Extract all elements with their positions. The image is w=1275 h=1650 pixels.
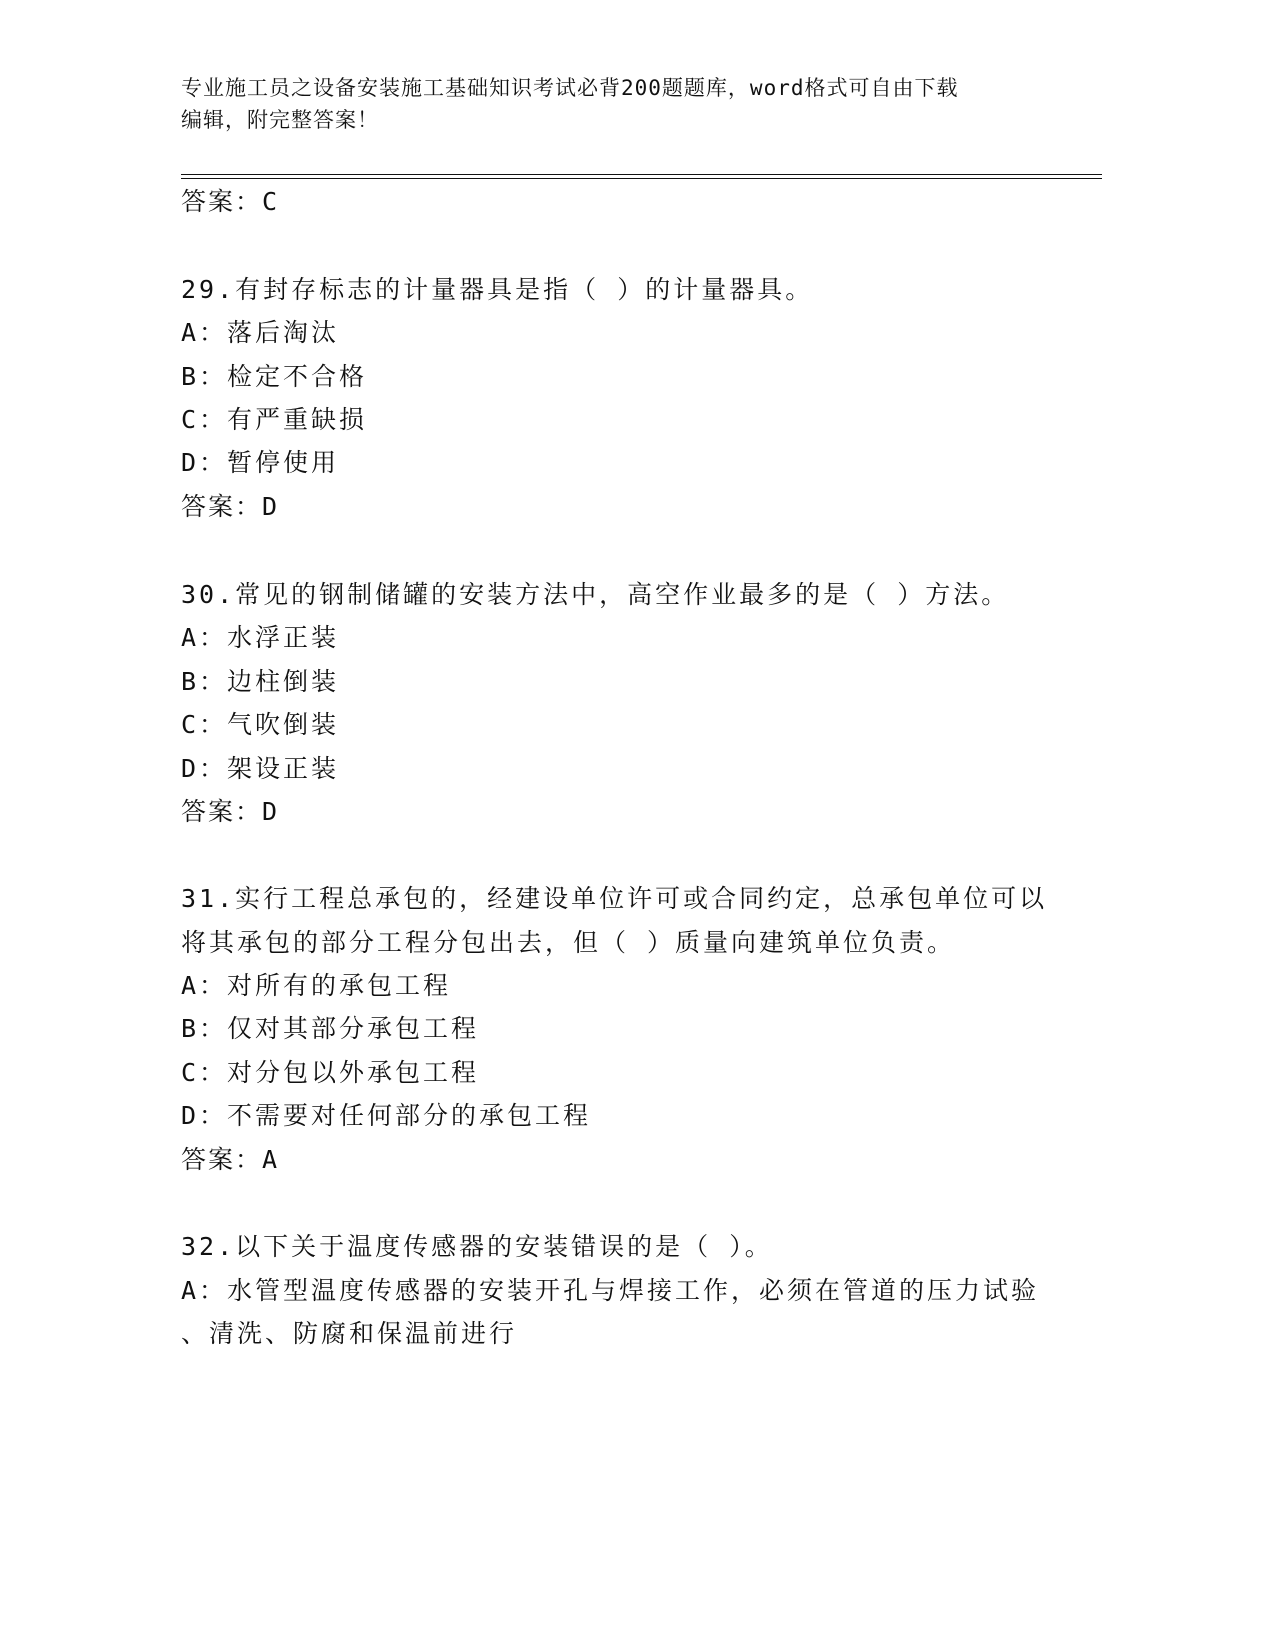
question-30-option-a: A：水浮正装: [181, 623, 340, 652]
answer-value: D: [262, 492, 280, 521]
question-29-stem: 29.有封存标志的计量器具是指（ ）的计量器具。: [181, 275, 814, 304]
question-32-stem: 32.以下关于温度传感器的安装错误的是（ ）。: [181, 1232, 773, 1261]
question-29-option-a: A：落后淘汰: [181, 318, 340, 347]
answer-line-30: [181, 796, 279, 828]
answer-line-31: [181, 1144, 279, 1176]
question-29-option-b: B：检定不合格: [181, 362, 368, 391]
question-32-option-a-line-1: A：水管型温度传感器的安装开孔与焊接工作，必须在管道的压力试验: [181, 1276, 1040, 1305]
question-31-option-a: A：对所有的承包工程: [181, 971, 452, 1000]
question-31-option-b: B：仅对其部分承包工程: [181, 1014, 480, 1043]
question-30-option-c: C：气吹倒装: [181, 710, 340, 739]
question-31-option-c: C：对分包以外承包工程: [181, 1058, 480, 1087]
answer-label: 答案：: [181, 797, 263, 826]
question-32-option-a-line-2: 、清洗、防腐和保温前进行: [181, 1319, 518, 1348]
answer-label: 答案：: [181, 492, 263, 521]
question-31-option-d: D：不需要对任何部分的承包工程: [181, 1101, 592, 1130]
question-30-option-b: B：边柱倒装: [181, 667, 340, 696]
header-line-2: 编辑，附完整答案！: [181, 108, 379, 132]
question-29-option-c: C：有严重缺损: [181, 405, 368, 434]
answer-value: D: [262, 797, 280, 826]
answer-line-28: [181, 186, 279, 218]
question-30-option-d: D：架设正装: [181, 754, 340, 783]
header-line-1: 专业施工员之设备安装施工基础知识考试必背200题题库，word格式可自由下载: [181, 76, 959, 100]
answer-value: A: [262, 1145, 280, 1174]
document-header: [181, 72, 1061, 136]
question-31-stem-line-2: 将其承包的部分工程分包出去，但（ ）质量向建筑单位负责。: [181, 928, 956, 957]
header-rule-top: [181, 174, 1102, 175]
question-29-option-d: D：暂停使用: [181, 448, 340, 477]
answer-line-29: [181, 491, 279, 523]
header-rule-bottom: [181, 178, 1102, 179]
question-31-stem-line-1: 31.实行工程总承包的，经建设单位许可或合同约定，总承包单位可以: [181, 884, 1048, 913]
answer-label: 答案：: [181, 187, 263, 216]
answer-value: C: [262, 187, 280, 216]
answer-label: 答案：: [181, 1145, 263, 1174]
question-30-stem: 30.常见的钢制储罐的安装方法中，高空作业最多的是（ ）方法。: [181, 580, 1010, 609]
